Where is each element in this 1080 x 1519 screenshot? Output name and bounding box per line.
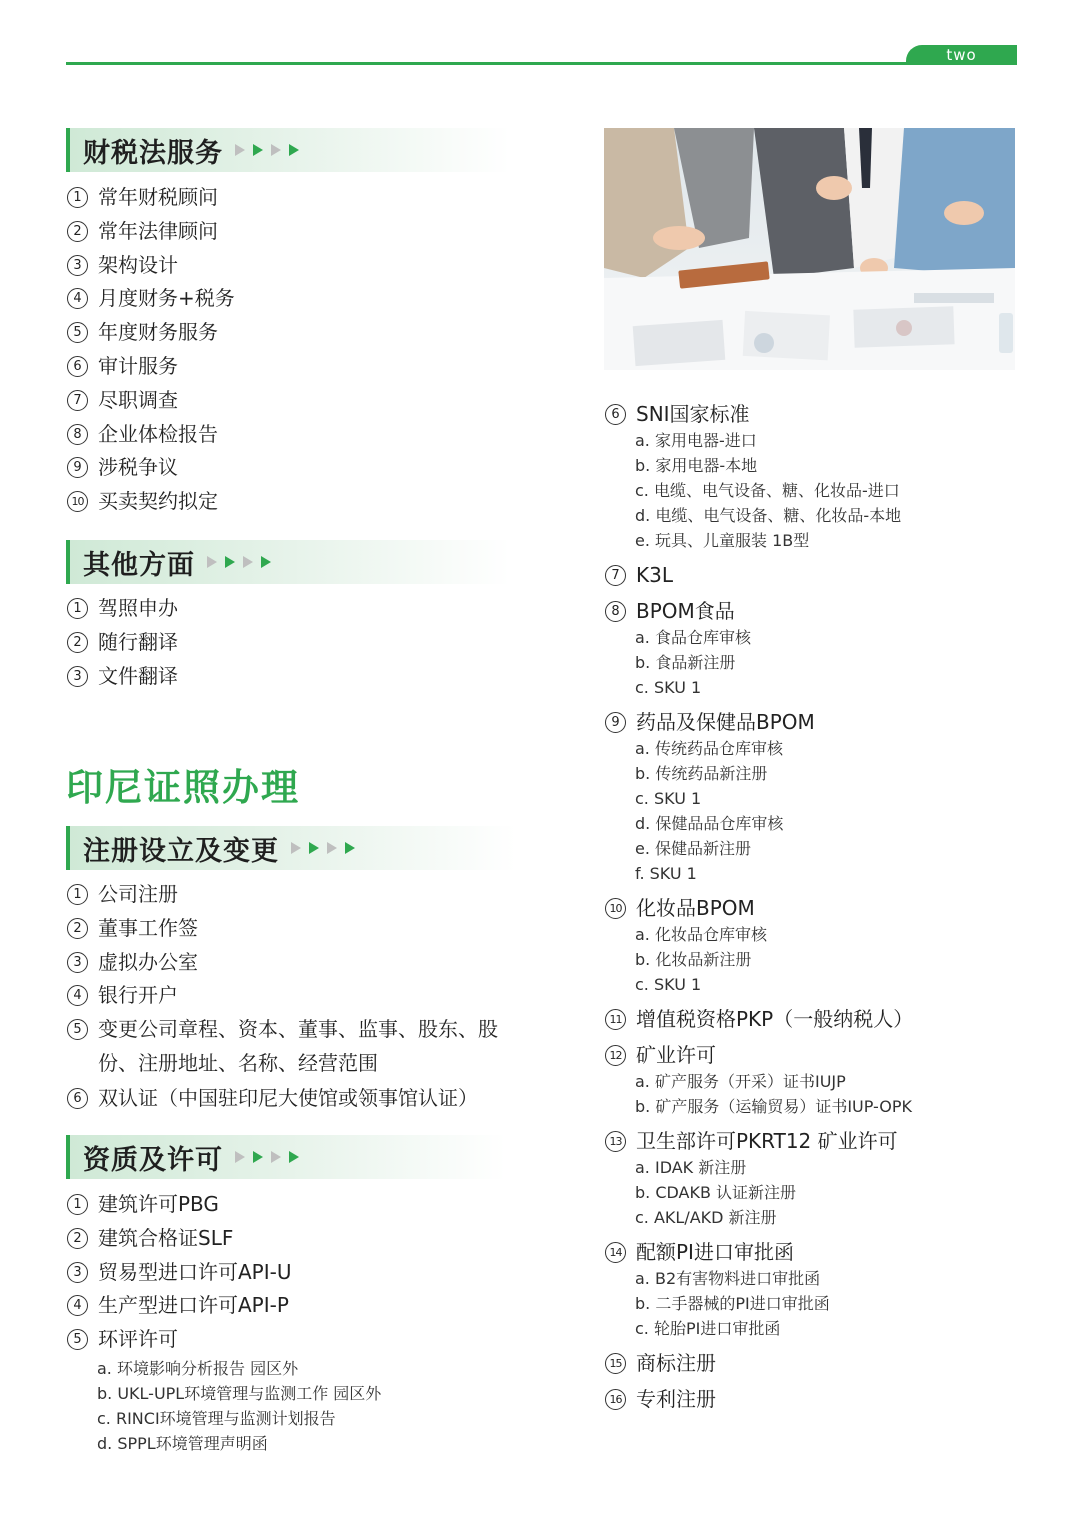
sub-item: d. 电缆、电气设备、糖、化妆品-本地	[635, 506, 902, 525]
arrow-decoration	[235, 1151, 299, 1163]
list-group	[605, 1127, 1045, 1230]
list-item	[605, 561, 1045, 589]
triangle-icon	[309, 842, 319, 854]
list-item	[67, 283, 235, 317]
item-label: 矿业许可	[636, 1043, 716, 1067]
list-group	[605, 1238, 1045, 1341]
triangle-icon	[271, 1151, 281, 1163]
circled-number: 10	[67, 491, 88, 512]
list-item	[67, 250, 235, 284]
permits-list	[67, 1189, 381, 1460]
circled-number: 13	[605, 1131, 626, 1152]
triangle-icon	[289, 144, 299, 156]
list-item	[67, 593, 178, 627]
circled-number: 7	[67, 390, 88, 411]
item-label: 架构设计	[98, 252, 178, 277]
section-title: 财税法服务	[83, 137, 223, 169]
triangle-icon	[261, 556, 271, 568]
item-label: 尽职调查	[98, 387, 178, 412]
list-item	[67, 351, 235, 385]
item-label: 双认证（中国驻印尼大使馆或领事馆认证）	[98, 1086, 478, 1111]
page-tab: two	[906, 45, 1017, 65]
circled-number: 4	[67, 288, 88, 309]
item-label: 企业体检报告	[98, 421, 218, 446]
finance-service-list	[67, 182, 235, 520]
list-item	[67, 980, 528, 1014]
sub-item: f. SKU 1	[635, 864, 697, 883]
sub-item: b. UKL-UPL环境管理与监测工作 园区外	[97, 1383, 382, 1403]
circled-number: 9	[67, 457, 88, 478]
sub-item: c. SKU 1	[635, 789, 702, 808]
list-item	[67, 661, 178, 695]
list-item	[605, 1041, 1045, 1069]
list-item	[605, 1349, 1045, 1377]
list-item	[67, 879, 528, 913]
list-item	[67, 452, 235, 486]
sub-item: b. 传统药品新注册	[635, 764, 768, 783]
list-item	[67, 182, 235, 216]
circled-number: 6	[67, 356, 88, 377]
circled-number: 7	[605, 565, 626, 586]
circled-number: 3	[67, 952, 88, 973]
circled-number: 8	[605, 601, 626, 622]
list-group	[605, 1041, 1045, 1119]
sub-item: b. 二手器械的PI进口审批函	[635, 1294, 830, 1313]
license-list	[605, 392, 1045, 1413]
sub-item: c. RINCI环境管理与监测计划报告	[97, 1408, 336, 1428]
sub-item: a. 食品仓库审核	[635, 628, 751, 647]
sub-item: b. 化妆品新注册	[635, 950, 752, 969]
circled-number: 10	[605, 898, 626, 919]
list-item	[605, 1127, 1045, 1155]
list-item	[67, 486, 235, 520]
circled-number: 1	[67, 884, 88, 905]
list-group	[605, 1005, 1045, 1033]
env-permit-sublist	[97, 1356, 381, 1456]
item-label: 商标注册	[636, 1351, 716, 1375]
item-label: 生产型进口许可API-P	[98, 1293, 289, 1318]
item-label: 专利注册	[636, 1387, 716, 1411]
triangle-icon	[271, 144, 281, 156]
sub-list	[635, 1069, 1045, 1119]
circled-number: 3	[67, 1262, 88, 1283]
list-group	[605, 1349, 1045, 1377]
section-header-permits	[66, 1135, 506, 1179]
sub-item: a. 化妆品仓库审核	[635, 925, 767, 944]
list-item	[67, 947, 528, 981]
sub-item: a. IDAK 新注册	[635, 1158, 747, 1177]
circled-number: 4	[67, 985, 88, 1006]
circled-number: 3	[67, 255, 88, 276]
item-label: 化妆品BPOM	[636, 896, 755, 920]
list-group	[605, 708, 1045, 886]
business-meeting-photo	[604, 128, 1015, 370]
circled-number: 12	[605, 1045, 626, 1066]
arrow-decoration	[235, 144, 299, 156]
item-label: 董事工作签	[98, 915, 198, 940]
triangle-icon	[291, 842, 301, 854]
circled-number: 2	[67, 632, 88, 653]
sub-item: b. 食品新注册	[635, 653, 736, 672]
list-item	[605, 597, 1045, 625]
list-item	[67, 419, 235, 453]
list-item	[67, 627, 178, 661]
item-label: K3L	[636, 563, 673, 587]
circled-number: 11	[605, 1009, 626, 1030]
list-item	[605, 708, 1045, 736]
item-label: 增值税资格PKP（一般纳税人）	[636, 1007, 914, 1031]
list-item	[67, 385, 235, 419]
sub-list	[635, 1155, 1045, 1230]
list-item	[67, 216, 235, 250]
arrow-decoration	[291, 842, 355, 854]
circled-number: 16	[605, 1389, 626, 1410]
item-label: 月度财务+税务	[98, 286, 235, 311]
triangle-icon	[289, 1151, 299, 1163]
list-item	[605, 1238, 1045, 1266]
sub-item: c. SKU 1	[635, 678, 702, 697]
item-label: 年度财务服务	[98, 320, 218, 345]
sub-item: e. 玩具、儿童服装 1B型	[635, 531, 810, 550]
sub-list	[635, 625, 1045, 700]
item-label: 变更公司章程、资本、董事、监事、股东、股份、注册地址、名称、经营范围	[98, 1017, 498, 1076]
list-item	[67, 1324, 381, 1358]
triangle-icon	[327, 842, 337, 854]
item-label: 随行翻译	[98, 629, 178, 654]
sub-item: d. SPPL环境管理声明函	[97, 1433, 268, 1453]
other-service-list	[67, 593, 178, 694]
item-label: 常年法律顾问	[98, 218, 218, 243]
triangle-icon	[253, 1151, 263, 1163]
list-item	[67, 1290, 381, 1324]
item-label: 环评许可	[98, 1327, 178, 1352]
circled-number: 3	[67, 666, 88, 687]
circled-number: 2	[67, 918, 88, 939]
item-label: 贸易型进口许可API-U	[98, 1259, 292, 1284]
section-title: 注册设立及变更	[83, 835, 279, 867]
item-label: 配额PI进口审批函	[636, 1240, 794, 1264]
list-item	[605, 894, 1045, 922]
sub-item: c. SKU 1	[635, 975, 702, 994]
item-label: 卫生部许可PKRT12 矿业许可	[636, 1129, 898, 1153]
circled-number: 2	[67, 1228, 88, 1249]
triangle-icon	[253, 144, 263, 156]
section-title: 资质及许可	[83, 1144, 223, 1176]
list-item	[605, 1385, 1045, 1413]
sub-item: a. 家用电器-进口	[635, 431, 757, 450]
sub-item: d. 保健品品仓库审核	[635, 814, 784, 833]
top-rule	[66, 62, 1016, 65]
list-group	[605, 894, 1045, 997]
item-label: 虚拟办公室	[98, 949, 198, 974]
circled-number: 6	[67, 1088, 88, 1109]
sub-item: e. 保健品新注册	[635, 839, 752, 858]
sub-item: b. CDAKB 认证新注册	[635, 1183, 797, 1202]
item-label: 文件翻译	[98, 663, 178, 688]
list-item	[67, 1257, 381, 1291]
circled-number: 5	[67, 322, 88, 343]
sub-list	[635, 1266, 1045, 1341]
section-title: 其他方面	[83, 549, 195, 581]
circled-number: 1	[67, 598, 88, 619]
sub-item: b. 家用电器-本地	[635, 456, 758, 475]
sub-item: a. B2有害物料进口审批函	[635, 1269, 821, 1288]
item-label: 药品及保健品BPOM	[636, 710, 815, 734]
circled-number: 9	[605, 712, 626, 733]
item-label: 建筑许可PBG	[98, 1192, 219, 1216]
triangle-icon	[235, 144, 245, 156]
arrow-decoration	[207, 556, 271, 568]
sub-list	[635, 736, 1045, 886]
item-label: 公司注册	[98, 882, 178, 906]
item-label: 建筑合格证SLF	[98, 1225, 234, 1250]
list-item	[67, 1014, 528, 1083]
page-heading: 印尼证照办理	[66, 766, 300, 809]
list-item	[67, 1083, 528, 1117]
item-label: 涉税争议	[98, 455, 178, 480]
sub-item: b. 矿产服务（运输贸易）证书IUP-OPK	[635, 1097, 913, 1116]
list-group	[605, 597, 1045, 700]
list-group	[605, 1385, 1045, 1413]
section-header-registration	[66, 826, 516, 870]
circled-number: 6	[605, 404, 626, 425]
list-item	[605, 1005, 1045, 1033]
circled-number: 14	[605, 1242, 626, 1263]
list-item	[67, 913, 528, 947]
sub-item: a. 矿产服务（开采）证书IUJP	[635, 1072, 846, 1091]
triangle-icon	[207, 556, 217, 568]
sub-list	[635, 922, 1045, 997]
registration-list	[67, 879, 528, 1117]
list-group	[605, 561, 1045, 589]
item-label: 审计服务	[98, 353, 178, 378]
circled-number: 4	[67, 1295, 88, 1316]
circled-number: 5	[67, 1019, 88, 1040]
circled-number: 1	[67, 1194, 88, 1215]
list-group	[605, 400, 1045, 553]
circled-number: 8	[67, 424, 88, 445]
triangle-icon	[235, 1151, 245, 1163]
triangle-icon	[243, 556, 253, 568]
item-label: BPOM食品	[636, 599, 735, 623]
circled-number: 1	[67, 187, 88, 208]
section-header-other	[66, 540, 510, 584]
item-label: 买卖契约拟定	[98, 489, 218, 514]
triangle-icon	[345, 842, 355, 854]
list-item	[67, 1189, 381, 1223]
sub-item: a. 环境影响分析报告 园区外	[97, 1358, 299, 1378]
section-header-finance-tax-law	[66, 128, 510, 172]
item-label: 银行开户	[98, 983, 178, 1008]
circled-number: 5	[67, 1329, 88, 1350]
circled-number: 2	[67, 221, 88, 242]
item-label: 驾照申办	[98, 596, 178, 620]
circled-number: 15	[605, 1353, 626, 1374]
list-item	[67, 1223, 381, 1257]
sub-list	[635, 428, 1045, 553]
sub-item: c. 电缆、电气设备、糖、化妆品-进口	[635, 481, 900, 500]
sub-item: c. AKL/AKD 新注册	[635, 1208, 777, 1227]
triangle-icon	[225, 556, 235, 568]
list-item	[605, 400, 1045, 428]
item-label: SNI国家标准	[636, 402, 750, 426]
sub-item: c. 轮胎PI进口审批函	[635, 1319, 781, 1338]
item-label: 常年财税顾问	[98, 185, 218, 209]
list-item	[67, 317, 235, 351]
sub-item: a. 传统药品仓库审核	[635, 739, 783, 758]
